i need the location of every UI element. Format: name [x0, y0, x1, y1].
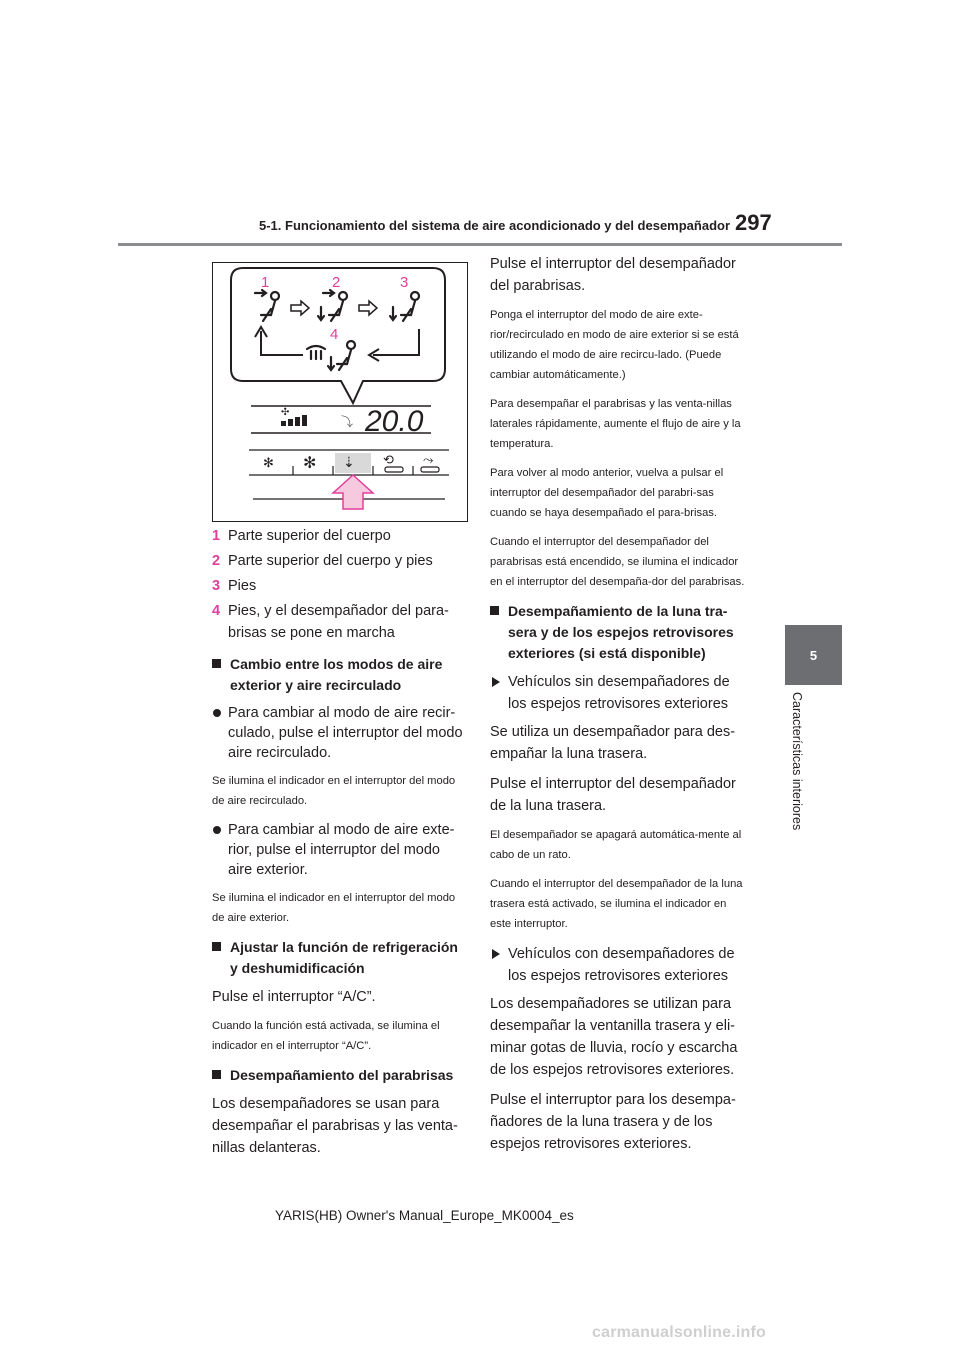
header-rule [118, 243, 842, 246]
heading-windshield: Desempañamiento del parabrisas [212, 1065, 468, 1086]
fan-indicator-icon: ✣ [281, 407, 290, 418]
bullet-dot-icon [213, 709, 221, 717]
windshield-defog-icon: ⇣ [343, 455, 355, 471]
note-text: Cuando la función está activada, se ilumina el indicador en el interruptor “A/C”. [212, 1020, 440, 1052]
chapter-title-vertical [786, 692, 806, 852]
heading-square-icon [490, 606, 499, 615]
manual-id: YARIS(HB) Owner's Manual_Europe_MK0004_es [275, 1208, 574, 1223]
note-text: Se ilumina el indicador en el interruptor del modo de aire exterior. [212, 892, 456, 924]
note-text: Para desempañar el parabrisas y las venta-nillas laterales rápidamente, aumente el flujo de aire y la temperatura. [490, 398, 741, 450]
fan-high-icon: ✻ [303, 453, 317, 472]
callout-4: 4 [330, 326, 339, 343]
bullet-dot-icon [213, 826, 221, 834]
heading-recirculation: Cambio entre los modos de aire exterior y aire recirculado [212, 654, 468, 696]
body-text: Los desempañadores se utilizan para desempañar la ventanilla trasera y eli-minar gotas de lluvia, rocío y escarcha de los espejos retrovisores exteriores. [490, 996, 738, 1078]
bullet-item: Para cambiar al modo de aire recir-culado, pulse el interruptor del modo aire recirculado. [212, 703, 468, 763]
body-text: Los desempañadores se usan para desempañar el parabrisas y las venta-nillas delanteras. [212, 1096, 458, 1156]
triangle-bullet-icon [492, 949, 500, 959]
heading-rear-defogger: Desempañamiento de la luna tra-sera y de los espejos retrovisores exteriores (si está disponible) [490, 601, 746, 664]
callout-1: 1 [261, 274, 270, 291]
body-text: Pulse el interruptor “A/C”. [212, 989, 376, 1005]
triangle-bullet-icon [492, 677, 500, 687]
watermark: carmanualsonline.info [592, 1324, 767, 1341]
chapter-tab [785, 625, 842, 685]
body-text: Se utiliza un desempañador para des-empañar la luna trasera. [490, 724, 736, 762]
note-text: Para volver al modo anterior, vuelva a pulsar el interruptor del desempañador del parabri-sas cuando se haya desempañado el para-brisas. [490, 467, 724, 519]
list-item: 3 Pies [212, 578, 257, 594]
list-item: 4 Pies, y el desempañador del para-brisas se pone en marcha [212, 603, 449, 641]
note-text: Cuando el interruptor del desempañador de la luna trasera está activado, se ilumina el indicador en este interruptor. [490, 878, 743, 930]
note-text: Se ilumina el indicador en el interruptor del modo de aire recirculado. [212, 775, 456, 807]
chapter-title: Características interiores [790, 692, 804, 831]
left-column [212, 525, 468, 1167]
section-title: 5-1. Funcionamiento del sistema de aire acondicionado y del desempañador [259, 218, 731, 233]
callout-2: 2 [332, 274, 341, 291]
condition-item: Vehículos con desempañadores de los espejos retrovisores exteriores [490, 943, 746, 987]
callout-3: 3 [400, 274, 409, 291]
bullet-item: Para cambiar al modo de aire exte-rior, pulse el interruptor del modo aire exterior. [212, 820, 468, 880]
fan-low-icon: ✻ [263, 456, 274, 471]
condition-item: Vehículos sin desempañadores de los espejos retrovisores exteriores [490, 671, 746, 715]
recirculated-air-icon: ⟲ [383, 453, 394, 468]
note-text: Cuando el interruptor del desempañador del parabrisas está encendido, se ilumina el indicador en el interruptor del desempaña-dor del parabrisas. [490, 536, 745, 588]
air-flow-mode-figure [212, 262, 468, 522]
chapter-number: 5 [809, 647, 818, 663]
body-text: Pulse el interruptor del desempañador de la luna trasera. [490, 776, 736, 814]
body-text: Pulse el interruptor del desempañador del parabrisas. [490, 256, 736, 294]
heading-square-icon [212, 942, 221, 951]
note-text: Ponga el interruptor del modo de aire exte-rior/recirculado en modo de aire exterior si se está utilizando el modo de aire recircu-lado. (Puede cambiar automáticamente.) [490, 309, 739, 381]
body-text: Pulse el interruptor para los desempa-ñadores de la luna trasera y de los espejos retrovisores exteriores. [490, 1092, 736, 1152]
list-item: 1 Parte superior del cuerpo [212, 528, 391, 544]
heading-square-icon [212, 1070, 221, 1079]
note-text: El desempañador se apagará automática-mente al cabo de un rato. [490, 829, 742, 861]
display-temperature: 20.0 [365, 405, 424, 438]
heading-ac: Ajustar la función de refrigeración y deshumidificación [212, 937, 468, 979]
mode-indicator-icon: ⤵ [341, 415, 354, 429]
page-number: 297 [735, 210, 772, 235]
climate-display [251, 405, 431, 438]
heading-square-icon [212, 659, 221, 668]
climate-panel-illustration [213, 263, 467, 521]
list-item: 2 Parte superior del cuerpo y pies [212, 553, 433, 569]
press-indicator-arrow [333, 475, 373, 509]
right-column [490, 253, 746, 1163]
outside-air-icon: ⤳ [423, 453, 434, 468]
